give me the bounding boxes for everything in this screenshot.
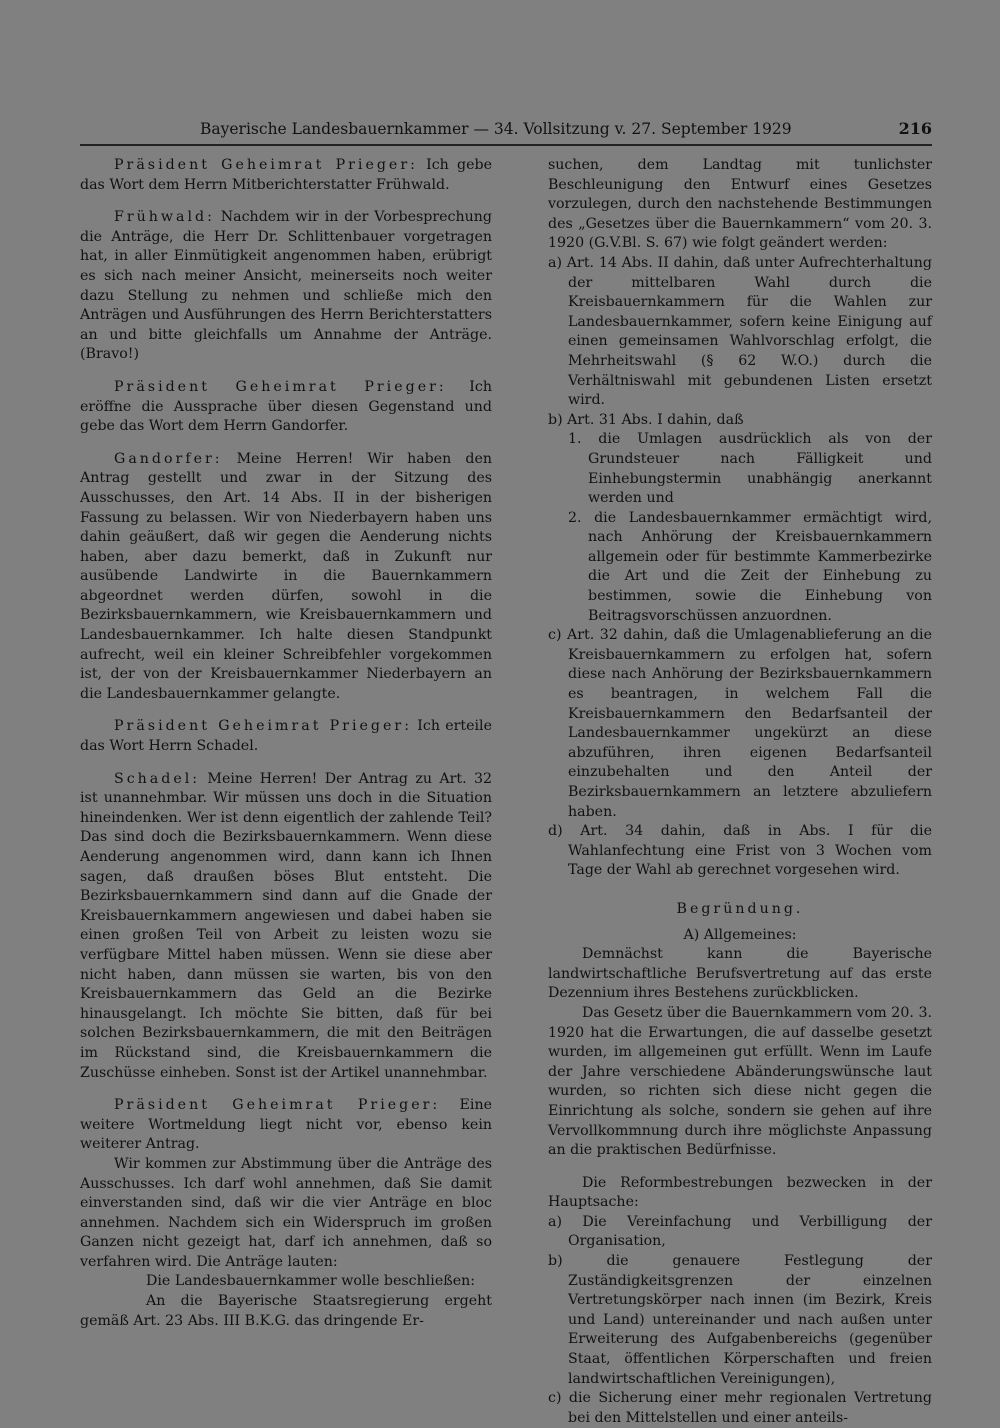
list-item: b) Art. 31 Abs. I dahin, daß xyxy=(548,411,744,428)
paragraph: Das Gesetz über die Bauernkammern vom 20. 3. 1920 hat die Erwartungen, die auf dasselbe gesetzt wurden, im allgemeinen gut erfüllt. Wenn im Laufe der Jahre verschiedene Abänderungswünsche laut wurden, so richten sich diese nicht gegen die Einrichtung als solche, sondern sie gehen auf ihre Vervollkommnung durch ihre möglichste Anpassung an die praktischen Bedürfnisse. xyxy=(548,1004,932,1159)
motion-quote: Die Landesbauernkammer wolle beschließen: xyxy=(146,1273,476,1290)
list-item: a) Die Vereinfachung und Verbilligung der Organisation, xyxy=(548,1213,932,1250)
paragraph: Schadel: Meine Herren! Der Antrag zu Art. 32 ist unannehmbar. Wir müssen uns doch in die Situation hineindenken. Wer ist denn eigentlich der zahlende Teil? Das sind doch die Bezirksbauernkammern. Wenn diese Aenderung angenommen wird, dann kann ich Ihnen sagen, daß draußen böses Blut entsteht. Die Bezirksbauernkammern sind dann auf die Gnade der Kreisbauernkammern angewiesen und dabei haben sie einen großen Teil von Arbeit zu leisten wozu sie verfügbare Mittel haben müssen. Wenn sie diese aber nicht haben, dann müssen sie warten, bis von den Kreisbauernkammern das Geld an die Bezirke hinausgelangt. Ich möchte Sie bitten, daß für bei solchen Bezirksbauernkammern, die mit den Beiträgen im Rückstand sind, die Kreisbauernkammern die Zuschüsse einheben. Sonst ist der Artikel unannehmbar. xyxy=(80,770,492,1081)
list-subitem: 2. die Landesbauernkammer ermächtigt wird, nach Anhörung der Kreisbauernkammern allgemein oder für bestimmte Kammerbezirke die Art und die Zeit der Einhebung zu bestimmen, sowie die Einhebung von Beitragsvorschüssen anzuordnen. xyxy=(568,509,932,624)
list-item: a) Art. 14 Abs. II dahin, daß unter Aufrechterhaltung der mittelbaren Wahl durch die Kreisbauernkammern für die Wahlen zur Landesbauernkammer, sofern keine Einigung auf einen gemeinsamen Wahlvorschlag erfolgt, die Mehrheitswahl (§ 62 W.O.) durch die Verhältniswahl mit gebundenen Listen ersetzt wird. xyxy=(548,254,932,409)
speaker-name: Gandorfer: xyxy=(114,450,223,467)
paragraph: Präsident Geheimrat Prieger: Ich eröffne die Aussprache über diesen Gegenstand und gebe das Wort dem Herrn Gandorfer. xyxy=(80,378,492,435)
paragraph: Präsident Geheimrat Prieger: Ich gebe das Wort dem Herrn Mitberichterstatter Frühwald. xyxy=(80,157,492,193)
list-item: b) die genauere Festlegung der Zuständigkeitsgrenzen der einzelnen Vertretungskörper nach innen (im Bezirk, Kreis und Land) untereinander und nach außen unter Erweiterung des Aufgabenbereichs (gegenüber Staat, öffentlichen Körperschaften und freien landwirtschaftlichen Vereinigungen), xyxy=(548,1253,932,1387)
speaker-name: Präsident Geheimrat Prieger: xyxy=(114,157,418,173)
running-header xyxy=(80,118,932,146)
paragraph: Präsident Geheimrat Prieger: Eine weitere Wortmeldung liegt nicht vor, ebenso kein weiterer Antrag. xyxy=(80,1097,492,1153)
list-subitem: 1. die Umlagen ausdrücklich als von der Grundsteuer nach Fälligkeit und Einhebungstermin unabhängig anerkannt werden und xyxy=(568,431,932,507)
paragraph: Demnächst kann die Bayerische landwirtschaftliche Berufsvertretung auf das erste Dezennium ihres Bestehens zurückblicken. xyxy=(548,946,932,1002)
paragraph: Gandorfer: Meine Herren! Wir haben den Antrag gestellt und zwar in der Sitzung des Ausschusses, den Art. 14 Abs. II in der bisherigen Fassung zu belassen. Wir von Niederbayern haben uns dahin geäußert, daß wir gegen die Aenderung nichts haben, aber dazu bemerkt, daß in Zukunft nur ausübende Landwirte in die Bauernkammern abgeordnet werden dürfen, sowohl in die Bezirksbauernkammern, wie Kreisbauernkammern und Landesbauernkammer. Ich halte diesen Standpunkt aufrecht, weil ein kleiner Schreibfehler vorgekommen ist, der von der Kreisbauernkammer Niederbayern an die Landesbauernkammer gelangte. xyxy=(80,450,492,702)
section-subheading: A) Allgemeines: xyxy=(683,926,797,943)
speaker-name: Frühwald: xyxy=(114,209,215,226)
section-heading: Begründung. xyxy=(676,900,804,917)
motion-quote: An die Bayerische Staatsregierung ergeht gemäß Art. 23 Abs. III B.K.G. das dringende Er- xyxy=(80,1293,492,1329)
right-column xyxy=(548,156,932,1428)
paragraph: Die Reformbestrebungen bezwecken in der Hauptsache: xyxy=(548,1174,932,1211)
paragraph: suchen, dem Landtag mit tunlichster Beschleunigung den Entwurf eines Gesetzes vorzulegen, durch den nachstehende Bestimmungen des „Gesetzes über die Bauernkammern“ vom 20. 3. 1920 (G.V.Bl. S. 67) wie folgt geändert werden: xyxy=(548,157,932,252)
list-item: c) Art. 32 dahin, daß die Umlagenablieferung an die Kreisbauernkammern zu erfolgen hat, sofern diese nach Anhörung der Bezirksbauernkammern es beantragen, in welchem Fall die Kreisbauernkammern den Bedarfsanteil der Landesbauernkammer ungekürzt an diese abzuführen, ihren eigenen Bedarfsanteil einzubehalten und den Anteil der Bezirksbauernkammern an letztere abzuliefern haben. xyxy=(548,627,932,820)
speaker-name: Präsident Geheimrat Prieger: xyxy=(114,1097,441,1114)
list-item: d) Art. 34 dahin, daß in Abs. I für die Wahlanfechtung eine Frist von 3 Wochen vom Tage der Wahl ab gerechnet vorgesehen wird. xyxy=(548,823,932,879)
paragraph: Frühwald: Nachdem wir in der Vorbesprechung die Anträge, die Herr Dr. Schlittenbauer vorgetragen hat, in aller Einmütigkeit angenommen haben, erübrigt es sich nach meiner Ansicht, meinerseits noch weiter dazu Stellung zu nehmen und schließe mich den Anträgen und Ausführungen des Herrn Berichterstatters an und bitte gleichfalls um Annahme der Anträge. (Bravo!) xyxy=(80,209,492,363)
speaker-name: Präsident Geheimrat Prieger: xyxy=(114,378,447,395)
list-item: c) die Sicherung einer mehr regionalen Vertretung bei den Mittelstellen und einer anteils- xyxy=(548,1390,932,1426)
header-title: Bayerische Landesbauernkammer — 34. Vollsitzung v. 27. September 1929 xyxy=(200,120,792,138)
speaker-name: Präsident Geheimrat Prieger: xyxy=(114,718,412,735)
speaker-name: Schadel: xyxy=(114,770,201,787)
page-number: 216 xyxy=(898,119,932,138)
left-column xyxy=(80,156,492,1331)
paragraph: Wir kommen zur Abstimmung über die Anträge des Ausschusses. Ich darf wohl annehmen, daß Sie damit einverstanden sind, daß wir die vier Anträge en bloc annehmen. Nachdem sich ein Widerspruch im großen Ganzen nicht gezeigt hat, darf ich annehmen, daß so verfahren wird. Die Anträge lauten: xyxy=(80,1155,492,1270)
paragraph: Präsident Geheimrat Prieger: Ich erteile das Wort Herrn Schadel. xyxy=(80,718,492,755)
